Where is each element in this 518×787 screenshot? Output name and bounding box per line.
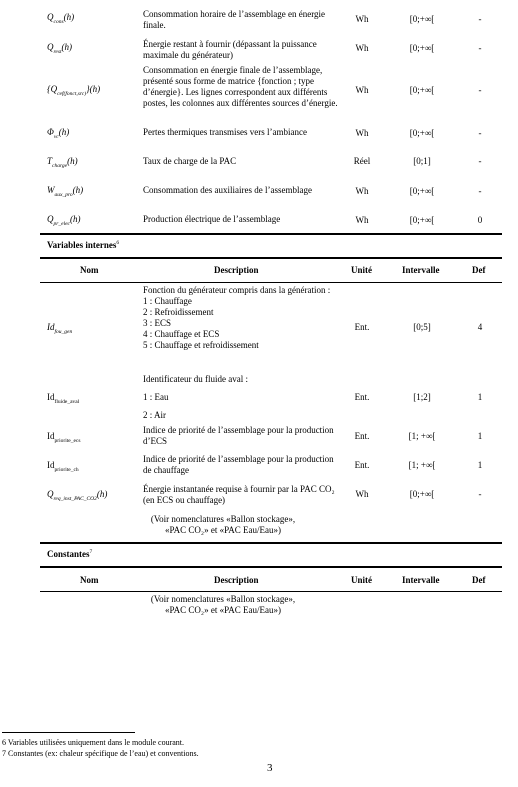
var-name-tcharge: $T_{charge}(h)$ bbox=[47, 156, 78, 169]
var-unit: Wh bbox=[355, 14, 369, 24]
var-unit: Réel bbox=[353, 156, 371, 166]
var-name-idfluideaval: $Id_{fluide\_aval}$ bbox=[47, 392, 80, 405]
var-interval: [0;+∞[ bbox=[409, 489, 435, 499]
var-unit: Ent. bbox=[354, 322, 370, 332]
var-interval: [0;5] bbox=[413, 322, 431, 332]
table-header-rule bbox=[40, 591, 502, 592]
desc-line: 2 : Refroidissement bbox=[143, 307, 214, 317]
var-unit: Ent. bbox=[354, 392, 370, 402]
col-header-unite: Unité bbox=[351, 265, 372, 275]
var-name-phivc: $\Phi_{vc}(h)$ bbox=[47, 127, 70, 140]
table-header-rule bbox=[40, 566, 502, 568]
col-header-description: Description bbox=[214, 265, 259, 275]
footnote-6: 6 Variables utilisées uniquement dans le module courant. bbox=[2, 738, 185, 747]
col-header-description: Description bbox=[214, 575, 259, 585]
desc-line: 4 : Chauffage et ECS bbox=[143, 329, 220, 339]
desc-line: 5 : Chauffage et refroidissement bbox=[143, 340, 259, 350]
var-default: - bbox=[478, 128, 482, 138]
section-title-internes: Variables internes$^6$ bbox=[47, 240, 120, 250]
var-name-qprelec: $Q_{pr\_elec}(h)$ bbox=[47, 214, 81, 227]
var-default: 1 bbox=[477, 460, 483, 470]
var-desc: Consommation des auxiliaires de l’assemblage bbox=[143, 185, 312, 195]
col-header-def: Def bbox=[472, 575, 486, 585]
var-unit: Wh bbox=[355, 489, 369, 499]
var-default: 4 bbox=[477, 322, 483, 332]
var-desc: Énergie restant à fournir (dépassant la puissance maximale du générateur) bbox=[143, 39, 317, 60]
var-default: 0 bbox=[477, 215, 483, 225]
var-interval: [0;+∞[ bbox=[409, 186, 435, 196]
desc-line: 1 : Eau bbox=[143, 392, 169, 402]
var-interval: [0;1] bbox=[413, 156, 431, 166]
col-header-unite: Unité bbox=[351, 575, 372, 585]
var-name-idprioritech: $Id_{priorite\_ch}$ bbox=[47, 460, 79, 473]
var-name-idprioriteecs: $Id_{priorite\_ecs}$ bbox=[47, 431, 81, 444]
var-unit: Wh bbox=[355, 128, 369, 138]
var-interval: [0;+∞[ bbox=[409, 128, 435, 138]
var-unit: Ent. bbox=[354, 460, 370, 470]
col-header-nom: Nom bbox=[80, 575, 99, 585]
var-interval: [1;2] bbox=[413, 392, 431, 402]
var-interval: [0;+∞[ bbox=[409, 14, 435, 24]
table-header-rule bbox=[40, 257, 502, 259]
var-unit: Wh bbox=[355, 186, 369, 196]
var-unit: Wh bbox=[355, 43, 369, 53]
desc-line: Identificateur du fluide aval : bbox=[143, 374, 248, 384]
desc-spacer bbox=[143, 385, 343, 392]
var-desc: Taux de charge de la PAC bbox=[143, 156, 237, 166]
desc-line: 3 : ECS bbox=[143, 318, 172, 328]
var-name-qrest: $Q_{rest}(h)$ bbox=[47, 42, 73, 55]
var-desc: Production électrique de l’assemblage bbox=[143, 214, 281, 224]
var-name-waux: $W_{aux\_pro}(h)$ bbox=[47, 185, 84, 198]
col-header-def: Def bbox=[472, 265, 486, 275]
var-default: 1 bbox=[477, 431, 483, 441]
var-interval: [0;+∞[ bbox=[409, 215, 435, 225]
var-unit: Ent. bbox=[354, 431, 370, 441]
var-default: - bbox=[478, 14, 482, 24]
var-desc: Indice de priorité de l’assemblage pour la production d’ECS bbox=[143, 425, 334, 446]
var-desc: Consommation en énergie finale de l’assemblage, présenté sous forme de matrice {fonction ; type d’énergie}. Les lignes correspondent aux différents postes, les colonnes aux différentes sources d’énergie. bbox=[143, 65, 338, 108]
var-default: - bbox=[478, 156, 482, 166]
nomenclature-note: (Voir nomenclatures «Ballon stockage», «PAC CO₂» et «PAC Eau/Eau») bbox=[150, 514, 296, 535]
var-interval: [1; +∞[ bbox=[408, 460, 436, 470]
var-default: - bbox=[478, 85, 482, 95]
var-desc bbox=[143, 374, 343, 421]
var-name-qreqinst: $Q_{req\_inst\_PAC\_CO2}(h)$ bbox=[47, 489, 108, 502]
desc-line: 2 : Air bbox=[143, 410, 167, 420]
desc-line: 1 : Chauffage bbox=[143, 296, 192, 306]
col-header-intervalle: Intervalle bbox=[402, 265, 440, 275]
var-default: - bbox=[478, 489, 482, 499]
section-rule bbox=[40, 233, 502, 235]
desc-line: Fonction du générateur compris dans la génération : bbox=[143, 285, 331, 295]
var-name-idfougen: $Id_{fou\_gen}$ bbox=[47, 322, 73, 335]
col-header-nom: Nom bbox=[80, 265, 99, 275]
var-name-qcef: $\{Q_{cef(fonct,src)}\}(h)$ bbox=[47, 84, 101, 97]
var-interval: [0;+∞[ bbox=[409, 43, 435, 53]
var-unit: Wh bbox=[355, 215, 369, 225]
table-header-rule bbox=[40, 282, 502, 283]
var-default: 1 bbox=[477, 392, 483, 402]
var-unit: Wh bbox=[355, 85, 369, 95]
var-desc: Énergie instantanée requise à fournir par la PAC CO₂ (en ECS ou chauffage) bbox=[143, 484, 335, 505]
var-interval: [1; +∞[ bbox=[408, 431, 436, 441]
var-desc: Consommation horaire de l’assemblage en énergie finale. bbox=[143, 9, 326, 30]
var-desc bbox=[143, 285, 343, 351]
var-desc: Pertes thermiques transmises vers l’ambiance bbox=[143, 127, 307, 137]
footnote-7: 7 Constantes (ex: chaleur spécifique de l’eau) et conventions. bbox=[2, 749, 199, 758]
var-desc: Indice de priorité de l’assemblage pour la production de chauffage bbox=[143, 454, 334, 475]
var-default: - bbox=[478, 186, 482, 196]
desc-spacer bbox=[143, 403, 343, 410]
var-interval: [0;+∞[ bbox=[409, 85, 435, 95]
footnote-separator bbox=[2, 732, 135, 733]
page-number: 3 bbox=[267, 762, 273, 774]
section-rule bbox=[40, 542, 502, 544]
var-name-qcons: $Q_{cons}(h)$ bbox=[47, 12, 75, 25]
nomenclature-note: (Voir nomenclatures «Ballon stockage», «PAC CO₂» et «PAC Eau/Eau») bbox=[150, 594, 296, 615]
var-default: - bbox=[478, 43, 482, 53]
col-header-intervalle: Intervalle bbox=[402, 575, 440, 585]
section-title-constantes: Constantes$^7$ bbox=[47, 549, 93, 559]
